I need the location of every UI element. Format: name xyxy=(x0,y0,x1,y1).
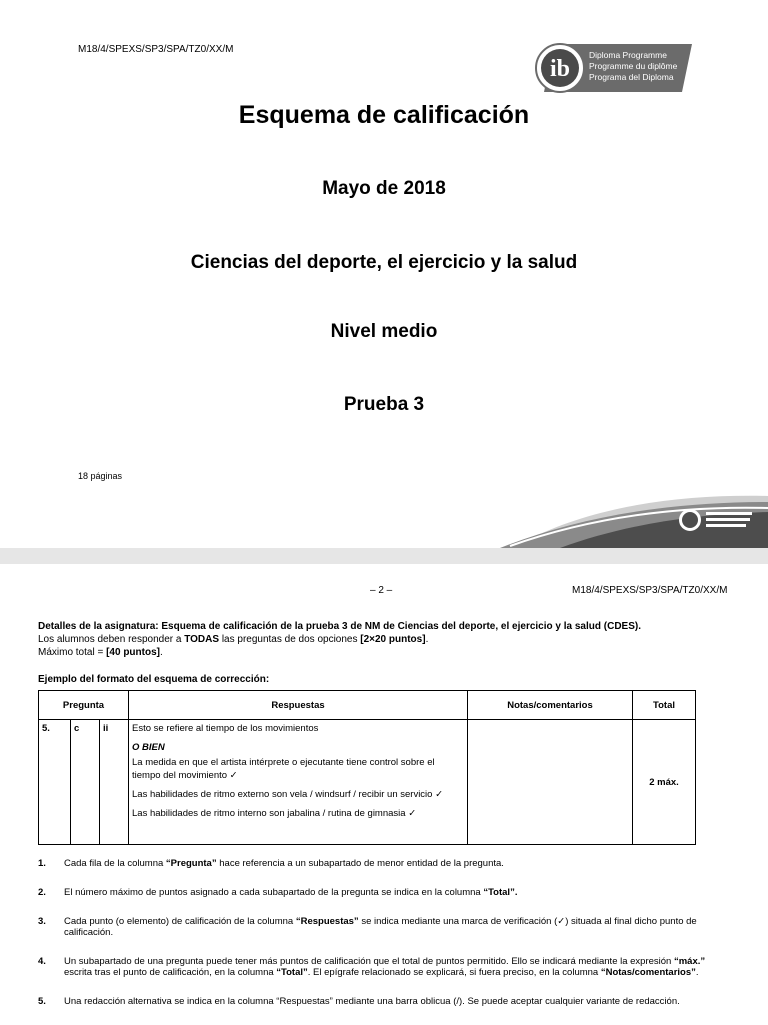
document-code: M18/4/SPEXS/SP3/SPA/TZ0/XX/M xyxy=(78,44,234,55)
details-text: Los alumnos deben responder a xyxy=(38,634,185,645)
note-number: 5. xyxy=(38,996,46,1007)
note-text: Cada fila de la columna xyxy=(64,858,166,869)
details-text: Máximo total = xyxy=(38,647,107,658)
answers-cell xyxy=(129,720,468,845)
note-bold: “Total” xyxy=(276,967,308,978)
question-part: c xyxy=(71,720,100,845)
table-row xyxy=(39,720,696,845)
note-text: Un subapartado de una pregunta puede tener más puntos de calificación que el total de puntos permitido. Ello se indicará mediante la expresión xyxy=(64,956,674,967)
note-number: 1. xyxy=(38,858,46,869)
exam-date: Mayo de 2018 xyxy=(322,178,446,199)
answer-or: O BIEN xyxy=(132,742,165,753)
note-text: Una redacción alternativa se indica en la columna “Respuestas” mediante una barra oblicua (/). Se puede aceptar cualquier variante de redacción. xyxy=(64,996,680,1007)
note-item xyxy=(38,916,728,938)
level-name: Nivel medio xyxy=(330,321,438,342)
details-line-3 xyxy=(38,646,738,659)
document-title: Esquema de calificación xyxy=(238,101,530,129)
subject-details xyxy=(38,620,738,659)
answer-line: Las habilidades de ritmo interno son jabalina / rutina de gimnasia ✓ xyxy=(132,808,417,819)
note-text: hace referencia a un subapartado de menor entidad de la pregunta. xyxy=(216,858,504,869)
details-line-1: Detalles de la asignatura: Esquema de calificación de la prueba 3 de NM de Ciencias del deporte, el ejercicio y la salud (CDES). xyxy=(38,621,641,632)
header-total: Total xyxy=(633,691,696,720)
note-item xyxy=(38,956,728,978)
page-number: – 2 – xyxy=(370,585,393,596)
note-text: se indica mediante una marca de verificación (✓) situada al final dicho punto de calificación. xyxy=(64,916,697,938)
details-text: . xyxy=(425,634,429,645)
svg-text:ib: ib xyxy=(549,56,571,82)
header-pregunta: Pregunta xyxy=(39,691,129,720)
total-cell: 2 máx. xyxy=(633,720,696,845)
answer-line: La medida en que el artista intérprete o ejecutante tiene control sobre el tiempo del movimiento ✓ xyxy=(132,757,435,781)
table-header-row xyxy=(39,691,696,720)
details-bold: [2×20 puntos] xyxy=(360,634,426,645)
header-notas: Notas/comentarios xyxy=(468,691,633,720)
notes-cell xyxy=(468,720,633,845)
note-text: El número máximo de puntos asignado a cada subapartado de la pregunta se indica en la columna xyxy=(64,887,484,898)
note-bold: “máx.” xyxy=(673,956,706,967)
question-number: 5. xyxy=(39,720,71,845)
details-line-2 xyxy=(38,633,738,646)
svg-text:Programme du diplôme: Programme du diplôme xyxy=(589,61,678,71)
question-subpart: ii xyxy=(100,720,129,845)
details-text: . xyxy=(159,647,163,658)
note-number: 4. xyxy=(38,956,46,967)
details-bold: TODAS xyxy=(184,634,220,645)
note-item xyxy=(38,887,728,898)
page-count: 18 páginas xyxy=(78,471,123,481)
note-bold: “Total”. xyxy=(483,887,518,898)
marking-notes xyxy=(38,858,728,1025)
note-text: . El epígrafe relacionado se explicará, si fuera preciso, en la columna xyxy=(307,967,601,978)
answer-line: Las habilidades de ritmo externo son vela / windsurf / recibir un servicio ✓ xyxy=(132,789,444,800)
subject-name: Ciencias del deporte, el ejercicio y la salud xyxy=(190,252,578,273)
ib-swoosh-graphic xyxy=(500,486,768,548)
note-number: 2. xyxy=(38,887,46,898)
paper-name: Prueba 3 xyxy=(343,394,425,415)
note-text: . xyxy=(695,967,699,978)
document-code: M18/4/SPEXS/SP3/SPA/TZ0/XX/M xyxy=(572,585,728,596)
example-title: Ejemplo del formato del esquema de corrección: xyxy=(38,674,270,685)
note-text: escrita tras el punto de calificación, en la columna xyxy=(64,967,277,978)
answer-line: Esto se refiere al tiempo de los movimientos xyxy=(132,723,319,734)
markscheme-page-2 xyxy=(0,548,768,1024)
details-bold: [40 puntos] xyxy=(106,647,160,658)
note-item xyxy=(38,996,728,1007)
details-text: las preguntas de dos opciones xyxy=(219,634,361,645)
note-item xyxy=(38,858,728,869)
svg-text:Diploma Programme: Diploma Programme xyxy=(589,50,667,60)
note-number: 3. xyxy=(38,916,46,927)
note-bold: “Notas/comentarios” xyxy=(600,967,696,978)
note-bold: “Pregunta” xyxy=(165,858,217,869)
ib-diploma-logo xyxy=(534,40,692,96)
svg-text:Programa del Diploma: Programa del Diploma xyxy=(589,72,674,82)
markscheme-example-table xyxy=(38,690,696,845)
note-text: Cada punto (o elemento) de calificación de la columna xyxy=(64,916,296,927)
header-respuestas: Respuestas xyxy=(129,691,468,720)
note-bold: “Respuestas” xyxy=(295,916,359,927)
